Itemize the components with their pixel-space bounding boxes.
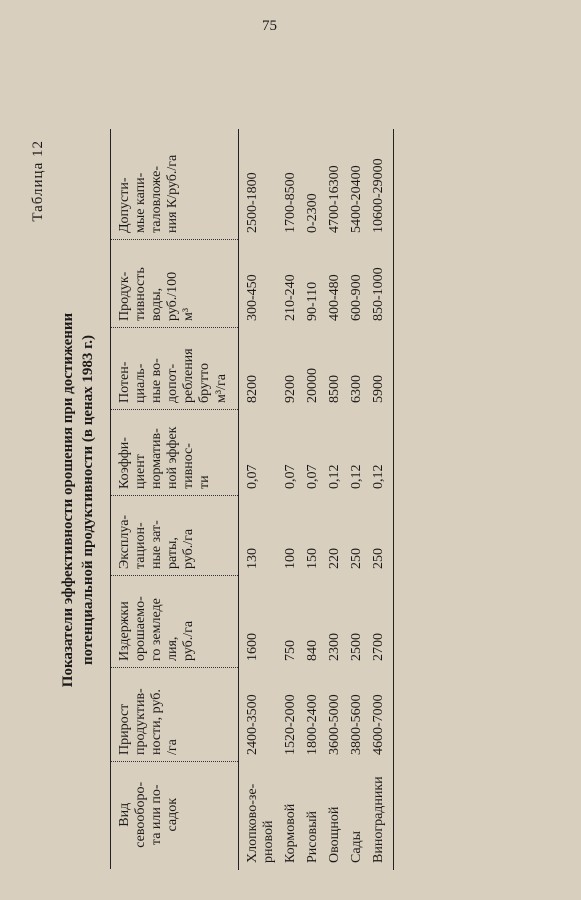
- table-title: [58, 120, 99, 880]
- table-cell: 210-240: [282, 274, 298, 321]
- table-cell: 600-900: [349, 274, 365, 321]
- column-header: Коэффи- циент норматив- ной эффек тивнос- ти: [111, 410, 239, 496]
- table-cell: 5400-20400: [349, 165, 365, 233]
- table-cell: 2300: [327, 633, 343, 661]
- table-header-row: [111, 130, 239, 870]
- table-cell: 0,12: [327, 464, 343, 489]
- table-cell: 0,12: [368, 410, 394, 496]
- table-cell: 0,07: [282, 464, 298, 489]
- table-row: [324, 130, 346, 870]
- table-cell: 0,07: [304, 464, 320, 489]
- table-cell: 0,07: [244, 464, 260, 489]
- table-row: [302, 130, 324, 870]
- table-cell: 20000: [304, 368, 320, 403]
- table-cell: Рисовый: [304, 810, 320, 863]
- table-cell: 250: [368, 496, 394, 576]
- table-cell: 1600: [244, 633, 260, 661]
- table-cell: 0,12: [349, 464, 365, 489]
- column-header: Потен- циаль- ные во- допот- ребления брутто м³/га: [111, 328, 239, 410]
- table-cell: 850-1000: [368, 240, 394, 328]
- table-cell: Виноградники: [368, 762, 394, 870]
- column-header: Продук- тивность воды, руб./100 м³: [111, 240, 239, 328]
- table-cell: 220: [327, 548, 343, 569]
- table-cell: 750: [282, 640, 298, 661]
- table-cell: 8200: [244, 375, 260, 403]
- table-cell: 4700-16300: [327, 165, 343, 233]
- table-cell: 840: [304, 640, 320, 661]
- table-caption: Таблица 12: [30, 140, 46, 222]
- table-cell: 0-2300: [304, 193, 320, 233]
- table-cell: 250: [349, 548, 365, 569]
- table-cell: 6300: [349, 375, 365, 403]
- table-cell: 1700-8500: [282, 172, 298, 233]
- table-cell: 400-480: [327, 274, 343, 321]
- column-header: Эксплуа- тацион- ные зат- раты, руб./га: [111, 496, 239, 576]
- table-row: [346, 130, 368, 870]
- table-cell: Сады: [349, 830, 365, 863]
- table-cell: 1800-2400: [304, 694, 320, 755]
- table-cell: 130: [244, 548, 260, 569]
- table-row: [238, 130, 280, 870]
- table-cell: 5900: [368, 328, 394, 410]
- rotated-table-block: [30, 120, 510, 880]
- column-header: Вид севооборо- та или по- садок: [111, 762, 239, 870]
- table-cell: 9200: [282, 375, 298, 403]
- table-cell: 2400-3500: [244, 694, 260, 755]
- title-line-2: потенциальной продуктивности (в ценах 1983 г.): [80, 334, 97, 666]
- column-header: Прирост продуктив- ности, руб. /га: [111, 668, 239, 762]
- table-cell: 1520-2000: [282, 694, 298, 755]
- table-cell: 3600-5000: [327, 694, 343, 755]
- column-header: Издержки орошаемо- го земледе лия, руб./га: [111, 576, 239, 668]
- table-cell: Овощной: [327, 806, 343, 863]
- page-number: 75: [262, 18, 277, 34]
- table-cell: 2500-1800: [244, 172, 260, 233]
- title-line-1: Показатели эффективности орошения при достижении: [60, 312, 76, 688]
- table-cell: 150: [304, 548, 320, 569]
- table-cell: 8500: [327, 375, 343, 403]
- table-row: [280, 130, 302, 870]
- table-cell: 10600-29000: [368, 130, 394, 240]
- table-cell: 2500: [349, 633, 365, 661]
- efficiency-table: [110, 130, 394, 871]
- table-cell: 90-110: [304, 281, 320, 321]
- table-cell: Кормовой: [282, 803, 298, 863]
- table-cell: 3800-5600: [349, 694, 365, 755]
- table-cell: 4600-7000: [368, 668, 394, 762]
- table-cell: 2700: [368, 576, 394, 668]
- table-cell: 300-450: [244, 274, 260, 321]
- table-cell: 100: [282, 548, 298, 569]
- table-row: [368, 130, 394, 870]
- table-cell: Хлопково-зе- рновой: [244, 783, 276, 863]
- column-header: Допусти- мые капи- таловложе- ния К/руб./га: [111, 130, 239, 240]
